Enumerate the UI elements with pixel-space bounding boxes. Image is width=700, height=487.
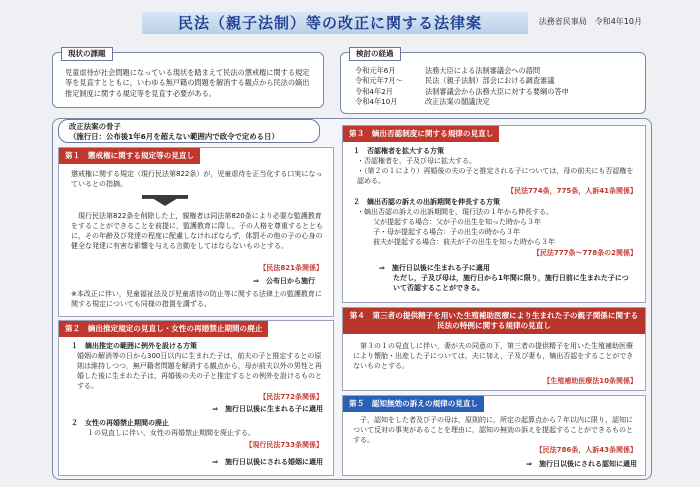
- section-1-ref: 【民法821条関係】: [259, 264, 323, 272]
- progress-panel: [340, 49, 646, 114]
- section-5-ref: 【民法786条，人訴43条関係】: [535, 446, 637, 454]
- section-3-bullet-1: ・否認権者を，子及び母に拡大する。: [357, 157, 476, 165]
- section-5-effective: ⇒ 施行日以後にされる認知に適用: [526, 460, 637, 468]
- progress-row: 令和元年7月～ 民法（親子法制）部会における調査審議: [355, 76, 555, 86]
- outline-effective-date: （施行日：公布後1年6月を超えない範囲内で政令で定める日）: [69, 131, 279, 141]
- section-2-effective-1: ⇒ 施行日以後に生まれる子に適用: [212, 405, 323, 413]
- ministry-date: 法務省民事局 令和4年10月: [538, 17, 642, 26]
- section-5-body: 子，認知をした者及び子の母は，原則的に，所定の起算点から７年以内に限り，認知について反対の事実があることを理由に，認知の無効の訴えを提起することができるものとする。: [353, 416, 633, 444]
- section-4: [342, 307, 646, 391]
- section-1-body: 現行民法第822条を削除した上，親権者は同法第820条により必要な監護教育をすることができることを前提に，監護教育に際し，子の人格を尊重するとともに，その年齢及び発達の程度に配慮しなければならず，体罰その他の子の心身の健全な発達に有害な影響を与える言動をしてはならないものとする。: [71, 212, 323, 250]
- progress-row: 令和元年6月 法務大臣による法制審議会への諮問: [355, 66, 541, 75]
- outline-tag: [58, 119, 320, 143]
- section-3-subhead-1: １ 否認権者を拡大する方策: [353, 147, 444, 155]
- section-1-note: ※本改正に伴い，児童福祉法及び児童虐待の防止等に関する法律上の監護教育に関する規定についても同様の措置を講ずる。: [71, 290, 322, 308]
- section-3-rule-3: 前夫が提起する場合：前夫が子の出生を知った時から３年: [373, 238, 555, 246]
- section-4-ref: 【生殖補助医療法10条関係】: [543, 377, 637, 385]
- section-2-ref-1: 【民法772条関係】: [259, 393, 323, 401]
- section-4-heading: 第４ 第三者の提供精子を用いた生殖補助医療により生まれた子の親子関係に関する民法の特例に関する規律の見直し: [343, 308, 645, 334]
- outline-title: 改正法案の骨子: [69, 122, 121, 131]
- section-1-heading: 第１ 懲戒権に関する規定等の見直し: [59, 148, 200, 164]
- progress-row: 令和4年10月 改正法案の閣議決定: [355, 97, 490, 107]
- progress-row: 令和4年2月 法制審議会から法務大臣に対する要綱の答申: [355, 86, 569, 96]
- section-5-heading: 第５ 認知無効の訴えの規律の見直し: [343, 396, 484, 412]
- section-3-ref-2: 【民法777条～778条の2関係】: [532, 249, 637, 257]
- progress-table: [355, 66, 573, 108]
- section-3-bullet-3: ・嫡出否認の訴えの出訴期間を，現行法の１年から伸長する。: [357, 208, 553, 216]
- section-2: [58, 320, 334, 476]
- section-2-body-1: 婚姻の解消等の日から300日以内に生まれた子は，前夫の子と推定するとの原則は維持しつつ，無戸籍者問題を解消する観点から，母が前夫以外の男性と再婚した後に生まれた子は，再婚後の夫の子と推定するとの例外を設けるものとする。: [77, 352, 322, 390]
- page-title: 民法（親子法制）等の改正に関する法律案: [177, 14, 482, 33]
- section-3-effective-note: ただし，子及び母は，施行日から1年間に限り，施行日前に生まれた子について否認することができる。: [393, 274, 629, 292]
- current-issues-text: 児童虐待が社会問題になっている現状を踏まえて民法の懲戒権に関する規定等を見直すとともに，いわゆる無戸籍の問題を解消する観点から民法の嫡出推定制度に関する規定等を見直す必要がある。: [65, 68, 310, 98]
- section-2-subhead-2: ２ 女性の再婚禁止期間の廃止: [71, 419, 169, 427]
- current-issues-tag: 現状の課題: [61, 47, 113, 61]
- section-2-ref-2: 【現行民法733条関係】: [245, 441, 323, 449]
- section-3-heading: 第３ 嫡出否認制度に関する規律の見直し: [343, 126, 499, 142]
- section-2-subhead-1: １ 嫡出推定の範囲に例外を設ける方策: [71, 342, 197, 350]
- section-3-ref-1: 【民法774条，775条，人訴41条関係】: [507, 187, 637, 195]
- section-3-subhead-2: ２ 嫡出否認の訴えの出訴期間を伸長する方策: [353, 198, 500, 206]
- section-3-rule-2: 子・母が提起する場合：子の出生の時から３年: [373, 228, 520, 236]
- section-1-problem: 懲戒権に関する規定（現行民法第822条）が，児童虐待を正当化する口実になっているとの指摘。: [71, 170, 323, 188]
- section-1-effective: ⇒ 公布日から施行: [253, 277, 315, 285]
- section-1: [58, 147, 334, 317]
- section-5: [342, 395, 646, 476]
- section-2-effective-2: ⇒ 施行日以後にされる婚姻に適用: [212, 458, 323, 466]
- section-2-heading: 第２ 嫡出推定規定の見直し・女性の再婚禁止期間の廃止: [59, 321, 268, 337]
- section-3-effective: ⇒ 施行日以後に生まれる子に適用: [379, 264, 490, 272]
- section-3-rule-1: 父が提起する場合：父が子の出生を知った時から３年: [373, 218, 541, 226]
- section-4-body: 第３の１の見直しに伴い，妻が夫の同意の下，第三者の提供精子を用いた生殖補助医療により懐胎・出産した子については，夫に加え，子及び妻も，嫡出否認をすることができないものとする。: [353, 342, 634, 370]
- current-issues-panel: [52, 49, 324, 108]
- section-3: [342, 125, 646, 303]
- section-3-bullet-2: ・（第２の１により）再婚後の夫の子と推定される子については，母の前夫にも否認権を認める。: [357, 167, 634, 185]
- progress-tag: 検討の経過: [349, 47, 401, 61]
- section-2-body-2: １の見直しに伴い，女性の再婚禁止期間を廃止する。: [87, 429, 255, 437]
